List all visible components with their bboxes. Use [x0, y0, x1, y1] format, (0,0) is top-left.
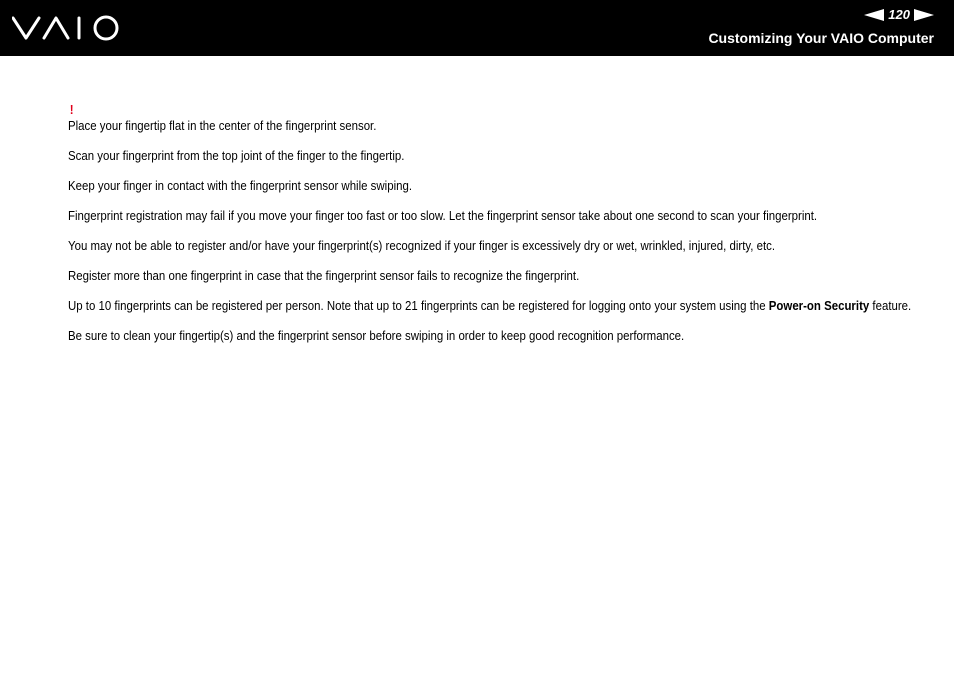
left-arrow-icon[interactable] [864, 9, 884, 21]
page-content [68, 103, 918, 346]
paragraph [68, 296, 918, 316]
paragraph-text: feature. [869, 298, 912, 313]
section-title: Customizing Your VAIO Computer [708, 30, 934, 46]
page-number: 120 [888, 7, 910, 22]
paragraph: You may not be able to register and/or have your fingerprint(s) recognized if your finger is excessively dry or wet, wrinkled, injured, dirty, etc. [68, 238, 776, 253]
paragraph: Be sure to clean your fingertip(s) and the fingerprint sensor before swiping in order to keep good recognition performance. [68, 328, 685, 343]
paragraph: Scan your fingerprint from the top joint of the finger to the fingertip. [68, 148, 405, 163]
power-on-security-term: Power-on Security [768, 298, 870, 313]
warning-icon: ! [69, 102, 74, 117]
paragraph: Register more than one fingerprint in case that the fingerprint sensor fails to recognize the fingerprint. [68, 268, 580, 283]
paragraph-text: Up to 10 fingerprints can be registered per person. Note that up to 21 fingerprints can be registered for logging onto your system using the [68, 298, 769, 313]
paragraph: Fingerprint registration may fail if you move your finger too fast or too slow. Let the fingerprint sensor take about one second to scan your fingerprint. [68, 208, 818, 223]
page-navigation [864, 7, 934, 23]
paragraph: Keep your finger in contact with the fingerprint sensor while swiping. [68, 178, 413, 193]
vaio-logo [12, 14, 120, 42]
page-header [0, 0, 954, 56]
paragraph: Place your fingertip flat in the center of the fingerprint sensor. [68, 118, 377, 133]
right-arrow-icon[interactable] [914, 9, 934, 21]
